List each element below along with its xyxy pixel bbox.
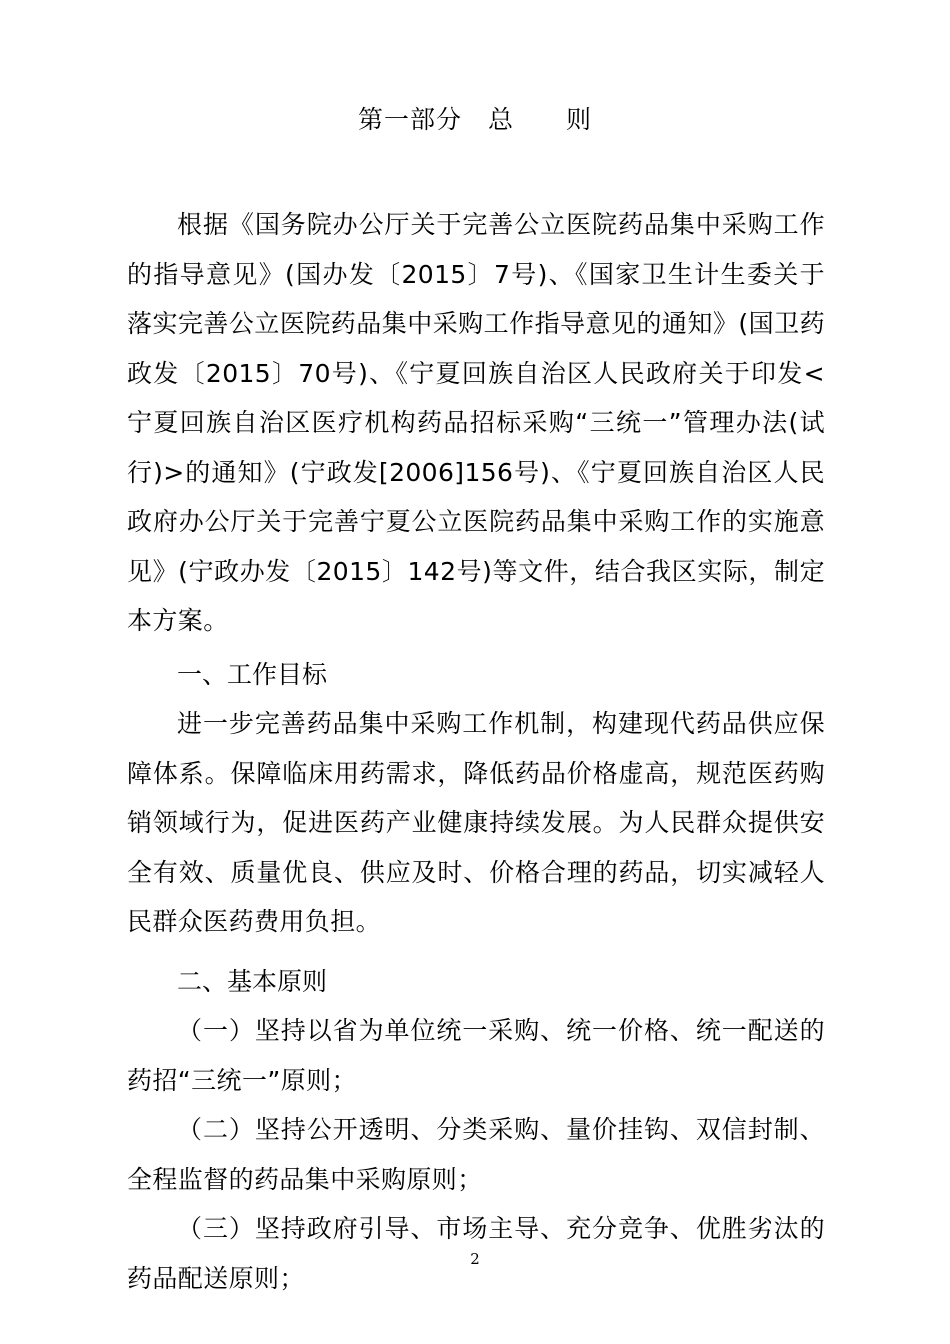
goals-paragraph: 进一步完善药品集中采购工作机制，构建现代药品供应保障体系。保障临床用药需求，降低药品价格虚高，规范医药购销领域行为，促进医药产业健康持续发展。为人民群众提供安全有效、质量优良、供应及时、价格合理的药品，切实减轻人民群众医药费用负担。	[127, 709, 825, 936]
principle-item-2: （二）坚持公开透明、分类采购、量价挂钩、双信封制、全程监督的药品集中采购原则；	[127, 1115, 825, 1194]
page-number: 2	[470, 1250, 480, 1268]
principle-item-1: （一）坚持以省为单位统一采购、统一价格、统一配送的药招“三统一”原则；	[127, 1016, 825, 1095]
section-heading-goals: 一、工作目标	[177, 659, 328, 689]
section-heading-principles: 二、基本原则	[177, 966, 328, 996]
intro-paragraph: 根据《国务院办公厅关于完善公立医院药品集中采购工作的指导意见》(国办发〔2015〕7号)、《国家卫生计生委关于落实完善公立医院药品集中采购工作指导意见的通知》(国卫药政发〔2015〕70号)、《宁夏回族自治区人民政府关于印发<宁夏回族自治区医疗机构药品招标采购“三统一”管理办法(试行)>的通知》(宁政发[2006]156号)、《宁夏回族自治区人民政府办公厅关于完善宁夏公立医院药品集中采购工作的实施意见》(宁政办发〔2015〕142号)等文件，结合我区实际，制定本方案。	[127, 210, 825, 635]
principle-item-3: （三）坚持政府引导、市场主导、充分竞争、优胜劣汰的药品配送原则；	[127, 1214, 825, 1293]
page-title: 第一部分 总 则	[357, 105, 592, 134]
document-body	[127, 200, 825, 1303]
